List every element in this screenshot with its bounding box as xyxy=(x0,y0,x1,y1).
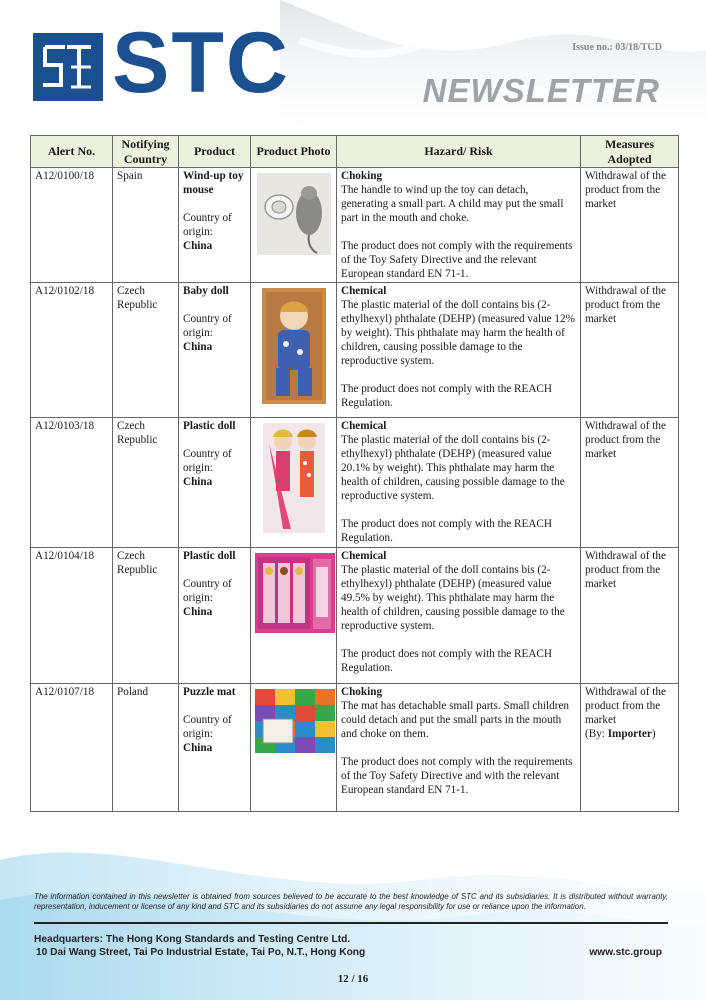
hazard-description: The plastic material of the doll contains bis (2-ethylhexyl) phthalate (DEHP) (measured value 49.5% by weight). This phthalate may harm the health of children, causing possible damage to the reproductive system. xyxy=(341,564,565,632)
alert-number: A12/0107/18 xyxy=(31,684,113,812)
header-product: Product xyxy=(179,136,251,168)
notifying-country: Poland xyxy=(113,684,179,812)
alert-number: A12/0102/18 xyxy=(31,283,113,418)
header-product-photo: Product Photo xyxy=(251,136,337,168)
header-alert-no: Alert No. xyxy=(31,136,113,168)
origin-country: China xyxy=(183,742,213,754)
header-measures-adopted: Measures Adopted xyxy=(581,136,679,168)
notifying-country: Czech Republic xyxy=(113,548,179,684)
header-hazard-risk: Hazard/ Risk xyxy=(337,136,581,168)
hazard-cell xyxy=(337,548,581,684)
hazard-cell xyxy=(337,684,581,812)
measures-adopted: Withdrawal of the product from the market xyxy=(585,686,666,726)
alert-number: A12/0104/18 xyxy=(31,548,113,684)
product-cell xyxy=(179,548,251,684)
product-photo-cell xyxy=(251,684,337,812)
table-row xyxy=(31,168,679,283)
notifying-country: Czech Republic xyxy=(113,418,179,548)
measures-adopted: Withdrawal of the product from the market xyxy=(581,418,679,548)
product-name: Puzzle mat xyxy=(183,686,236,698)
product-name: Plastic doll xyxy=(183,550,236,562)
alert-number: A12/0103/18 xyxy=(31,418,113,548)
header-notifying-country: Notifying Country xyxy=(113,136,179,168)
measures-adopted: Withdrawal of the product from the market xyxy=(581,283,679,418)
product-name: Plastic doll xyxy=(183,420,236,432)
origin-country: China xyxy=(183,606,213,618)
table-row xyxy=(31,418,679,548)
hazard-type: Chemical xyxy=(341,285,387,297)
table-row xyxy=(31,283,679,418)
notifying-country: Czech Republic xyxy=(113,283,179,418)
newsletter-title: NEWSLETTER xyxy=(422,72,660,109)
origin-label: Country of origin: xyxy=(183,714,232,740)
hazard-description: The handle to wind up the toy can detach, generating a small part. A child may put the small part in the mouth and choke. xyxy=(341,184,564,224)
table-row xyxy=(31,684,679,812)
product-name: Baby doll xyxy=(183,285,229,297)
origin-country: China xyxy=(183,240,213,252)
product-photo-puzzle-mat xyxy=(255,689,335,753)
origin-label: Country of origin: xyxy=(183,313,232,339)
measures-by-party: Importer xyxy=(607,728,652,740)
hazard-cell xyxy=(337,418,581,548)
alert-number: A12/0100/18 xyxy=(31,168,113,283)
measures-adopted: Withdrawal of the product from the market xyxy=(581,168,679,283)
hazard-cell xyxy=(337,168,581,283)
newsletter-header xyxy=(0,0,706,125)
notifying-country: Spain xyxy=(113,168,179,283)
product-photo-cell xyxy=(251,548,337,684)
hazard-compliance: The product does not comply with the REACH Regulation. xyxy=(341,518,552,544)
issue-number: Issue no.: 03/18/TCD xyxy=(572,42,662,53)
product-photo-baby-doll xyxy=(262,288,326,404)
table-header-row xyxy=(31,136,679,168)
page-number: 12 / 16 xyxy=(337,973,369,985)
measures-cell xyxy=(581,684,679,812)
disclaimer-text: The information contained in this newsletter is obtained from sources believed to be accurate to the best knowledge of STC and its subsidiaries. It is distributed without warranty, representation, inducement or license of any kind and STC and its subsidiaries do not assume any legal responsibility for use or reliance upon the information. xyxy=(34,892,668,911)
product-photo-cell xyxy=(251,418,337,548)
hazard-compliance: The product does not comply with the requirements of the Toy Safety Directive and with the relevant European standard EN 71-1. xyxy=(341,756,573,796)
hazard-type: Chemical xyxy=(341,420,387,432)
stc-logo-text: STC xyxy=(112,15,290,111)
origin-label: Country of origin: xyxy=(183,578,232,604)
product-cell xyxy=(179,418,251,548)
measures-by xyxy=(585,727,674,741)
measures-by-prefix: (By: xyxy=(585,728,608,740)
hazard-compliance: The product does not comply with the REACH Regulation. xyxy=(341,383,552,409)
hazard-cell xyxy=(337,283,581,418)
hazard-description: The mat has detachable small parts. Small children could detach and put the small parts in the mouth and choke on them. xyxy=(341,700,570,740)
measures-by-suffix: ) xyxy=(651,728,656,740)
hazard-type: Chemical xyxy=(341,550,387,562)
product-photo-wind-up-mouse xyxy=(257,173,331,255)
stc-logo-mark xyxy=(33,33,103,101)
product-photo-plastic-doll xyxy=(263,423,325,533)
origin-label: Country of origin: xyxy=(183,448,232,474)
product-photo-plastic-doll-boxed xyxy=(255,553,335,633)
hazard-type: Choking xyxy=(341,170,383,182)
hazard-type: Choking xyxy=(341,686,383,698)
product-cell xyxy=(179,168,251,283)
product-photo-cell xyxy=(251,168,337,283)
hazard-compliance: The product does not comply with the REACH Regulation. xyxy=(341,648,552,674)
table-row xyxy=(31,548,679,684)
hazard-compliance: The product does not comply with the requirements of the Toy Safety Directive and the relevant European standard EN 71-1. xyxy=(341,240,573,280)
product-cell xyxy=(179,283,251,418)
alerts-table xyxy=(30,135,679,812)
footer-divider xyxy=(34,922,668,924)
measures-adopted: Withdrawal of the product from the market xyxy=(581,548,679,684)
product-name: Wind-up toy mouse xyxy=(183,170,244,196)
hazard-description: The plastic material of the doll contains bis (2-ethylhexyl) phthalate (DEHP) (measured value 20.1% by weight). This phthalate may harm the health of children, causing possible damage to the reproductive system. xyxy=(341,434,565,502)
origin-country: China xyxy=(183,341,213,353)
product-photo-cell xyxy=(251,283,337,418)
origin-country: China xyxy=(183,476,213,488)
headquarters-address: 10 Dai Wang Street, Tai Po Industrial Estate, Tai Po, N.T., Hong Kong xyxy=(36,947,366,958)
website-link[interactable]: www.stc.group xyxy=(589,947,662,958)
hazard-description: The plastic material of the doll contains bis (2-ethylhexyl) phthalate (DEHP) (measured value 12% by weight). This phthalate may harm the health of children, causing possible damage to the reproductive system. xyxy=(341,299,575,367)
origin-label: Country of origin: xyxy=(183,212,232,238)
headquarters-name: Headquarters: The Hong Kong Standards and Testing Centre Ltd. xyxy=(34,934,351,945)
product-cell xyxy=(179,684,251,812)
